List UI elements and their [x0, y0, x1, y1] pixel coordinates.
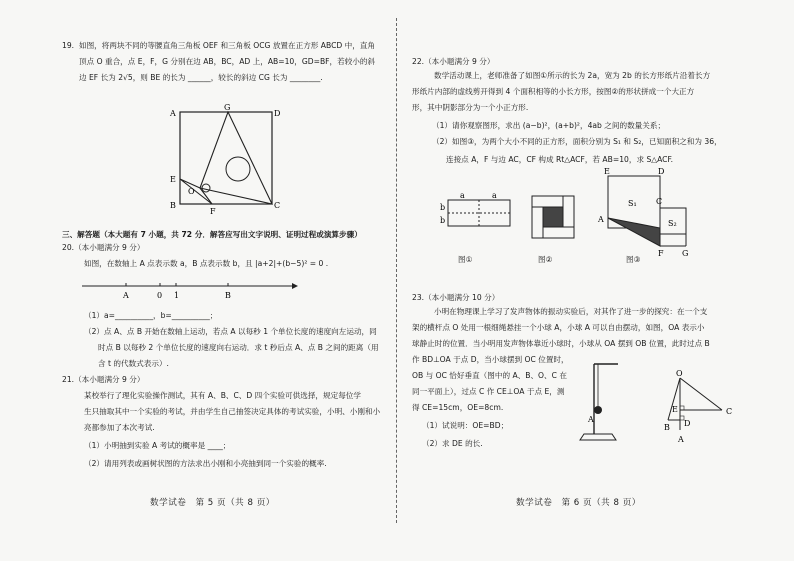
triangle-ocg — [200, 112, 272, 204]
fig1-label-a2: a — [492, 191, 497, 200]
section-3-heading: 三、解答题（本大题有 7 小题，共 72 分．解答应写出文字说明、证明过程或演算步骤） — [62, 230, 362, 239]
page-divider — [396, 18, 397, 523]
q19-figure — [160, 102, 290, 214]
q23-line7: 得 CE=15cm，OE=8cm. — [412, 403, 504, 412]
q23-line4: 作 BD⊥OA 于点 D，当小球摆到 OC 位置时， — [412, 355, 569, 364]
q22-line2: 形纸片内部的虚线剪开得到 4 个面积相等的小长方形，按图②的形状拼成一个大正方 — [412, 87, 695, 96]
q20-line1: 如图，在数轴上 A 点表示数 a，B 点表示数 b，且 |a+2|+(b−5)² = 0 . — [84, 259, 329, 268]
q22-line1: 数学活动课上，老师准备了如图①所示的长为 2a，宽为 2b 的长方形纸片沿着长方 — [434, 71, 711, 80]
number-line — [80, 278, 300, 302]
q23-title: 23.（本小题满分 10 分） — [412, 293, 500, 302]
fig3-label-E: E — [604, 167, 610, 176]
q23-line3: 球静止时的位置．当小明用发声物体靠近小球时，小球从 OA 摆到 OB 位置，此时过点 B — [412, 339, 710, 348]
caption-fig-3: 图③ — [626, 255, 641, 264]
geo-label-O: O — [676, 369, 683, 378]
tick-zero: 0 — [157, 291, 163, 300]
fig3-label-A: A — [598, 215, 604, 224]
caption-fig-1: 图① — [458, 255, 473, 264]
q21-title: 21.（本小题满分 9 分） — [62, 375, 145, 384]
tick-A: A — [123, 291, 129, 300]
q21-line1: 某校举行了理化实验操作测试，其有 A、B、C、D 四个实验可供选择，规定每位学 — [84, 391, 361, 400]
fig3-label-F: F — [658, 249, 664, 258]
pendulum-stand — [578, 360, 628, 444]
q22-figure-1 — [438, 190, 514, 236]
q20-title: 20.（本小题满分 9 分） — [62, 243, 145, 252]
page-6-footer: 数学试卷 第 6 页（共 8 页） — [516, 498, 641, 508]
q22-figure-2 — [526, 190, 580, 242]
tick-one: 1 — [174, 291, 180, 300]
page-6 — [398, 0, 794, 561]
pendulum-ball — [594, 406, 602, 414]
q23-part1: （1）试说明：OE=BD； — [422, 421, 509, 430]
triangle-hole-small — [202, 184, 210, 192]
page-5 — [0, 0, 396, 561]
q22-part2-a: （2）如图③，为两个大小不同的正方形，面积分别为 S₁ 和 S₂，已知面积之和为 36， — [432, 137, 722, 146]
q22-title: 22.（本小题满分 9 分） — [412, 57, 495, 66]
q21-line3: 亮都参加了本次考试. — [84, 423, 155, 432]
q23-line6: 同一平面上），过点 C 作 CE⊥OA 于点 E，测 — [412, 387, 565, 396]
geo-label-B: B — [664, 423, 670, 432]
q22-part1: （1）请你观察图形，求出 (a−b)²，(a+b)²，4ab 之间的数量关系； — [432, 121, 666, 130]
fig1-label-a1: a — [460, 191, 465, 200]
stand-label-A: A — [588, 415, 594, 424]
fig3-label-D: D — [658, 167, 665, 176]
page-5-footer: 数学试卷 第 5 页（共 8 页） — [150, 498, 275, 508]
q19-line2: 顶点 O 重合，点 E，F，G 分别在边 AB，BC，AD 上，AB=10，GD=BF，若较小的斜 — [79, 57, 376, 66]
label-A: A — [170, 109, 176, 118]
label-E: E — [170, 175, 176, 184]
fig3-label-S1: S₁ — [628, 199, 637, 208]
fig1-label-b1: b — [440, 203, 446, 212]
label-F: F — [210, 207, 216, 216]
fig3-label-S2: S₂ — [668, 219, 677, 228]
label-B: B — [170, 201, 176, 210]
q23-line5: OB 与 OC 恰好垂直（图中的 A、B、O、C 在 — [412, 371, 567, 380]
q20-part2-a: （2）点 A、点 B 开始在数轴上运动，若点 A 以每秒 1 个单位长度的速度向左运动，同 — [84, 327, 377, 336]
geo-label-C: C — [726, 407, 733, 416]
geo-label-D: D — [684, 419, 691, 428]
label-O: O — [188, 187, 195, 196]
q23-part2: （2）求 DE 的长. — [422, 439, 483, 448]
q23-line1: 小明在物理课上学习了发声物体的振动实验后，对其作了进一步的探究：在一个支 — [434, 307, 708, 316]
label-D: D — [274, 109, 281, 118]
fig1-label-b2: b — [440, 216, 446, 225]
q19-number: 19. — [62, 41, 75, 50]
q21-part2: （2）请用列表或画树状图的方法求出小刚和小亮抽到同一个实验的概率. — [84, 459, 327, 468]
q23-line2: 架的横杆点 O 处用一根细绳悬挂一个小球 A，小球 A 可以自由摆动，如图，OA 表示小 — [412, 323, 705, 332]
q21-line2: 生只抽取其中一个实验的考试，并由学生自己抽签决定具体的考试实验，小明、小刚和小 — [84, 407, 381, 416]
q22-part2-b: 连接点 A，F 与边 AC，CF 构成 Rt△ACF，若 AB=10，求 S△ACF. — [446, 155, 674, 164]
tick-B: B — [225, 291, 231, 300]
label-G: G — [224, 103, 231, 112]
fig3-label-G: G — [682, 249, 689, 258]
q22-line3: 形，其中阴影部分为一个小正方形. — [412, 103, 529, 112]
geo-label-E: E — [672, 405, 678, 414]
q23-geometry-figure — [666, 370, 746, 448]
q21-part1: （1）小明抽到实验 A 考试的概率是 ____； — [84, 441, 231, 450]
caption-fig-2: 图② — [538, 255, 553, 264]
q20-part1: （1）a=__________，b=__________； — [84, 311, 218, 320]
q20-part2-b: 时点 B 以每秒 2 个单位长度的速度向右运动．求 t 秒后点 A、点 B 之间的距离（用 — [98, 343, 379, 352]
label-C: C — [274, 201, 281, 210]
fig3-label-C: C — [656, 197, 663, 206]
q20-part2-c: 含 t 的代数式表示）. — [98, 359, 169, 368]
shaded-square — [543, 207, 563, 227]
q19-line1: 如图，将两块不同的等腰直角三角板 OEF 和三角板 OCG 放置在正方形 ABCD 中，直角 — [79, 41, 376, 50]
q19-line3: 边 EF 长为 2√5，则 BE 的长为 ______，较长的斜边 CG 长为 ________. — [79, 73, 323, 82]
geo-label-A: A — [678, 435, 684, 444]
q22-figure-3 — [594, 166, 698, 256]
triangle-hole-large — [226, 157, 250, 181]
